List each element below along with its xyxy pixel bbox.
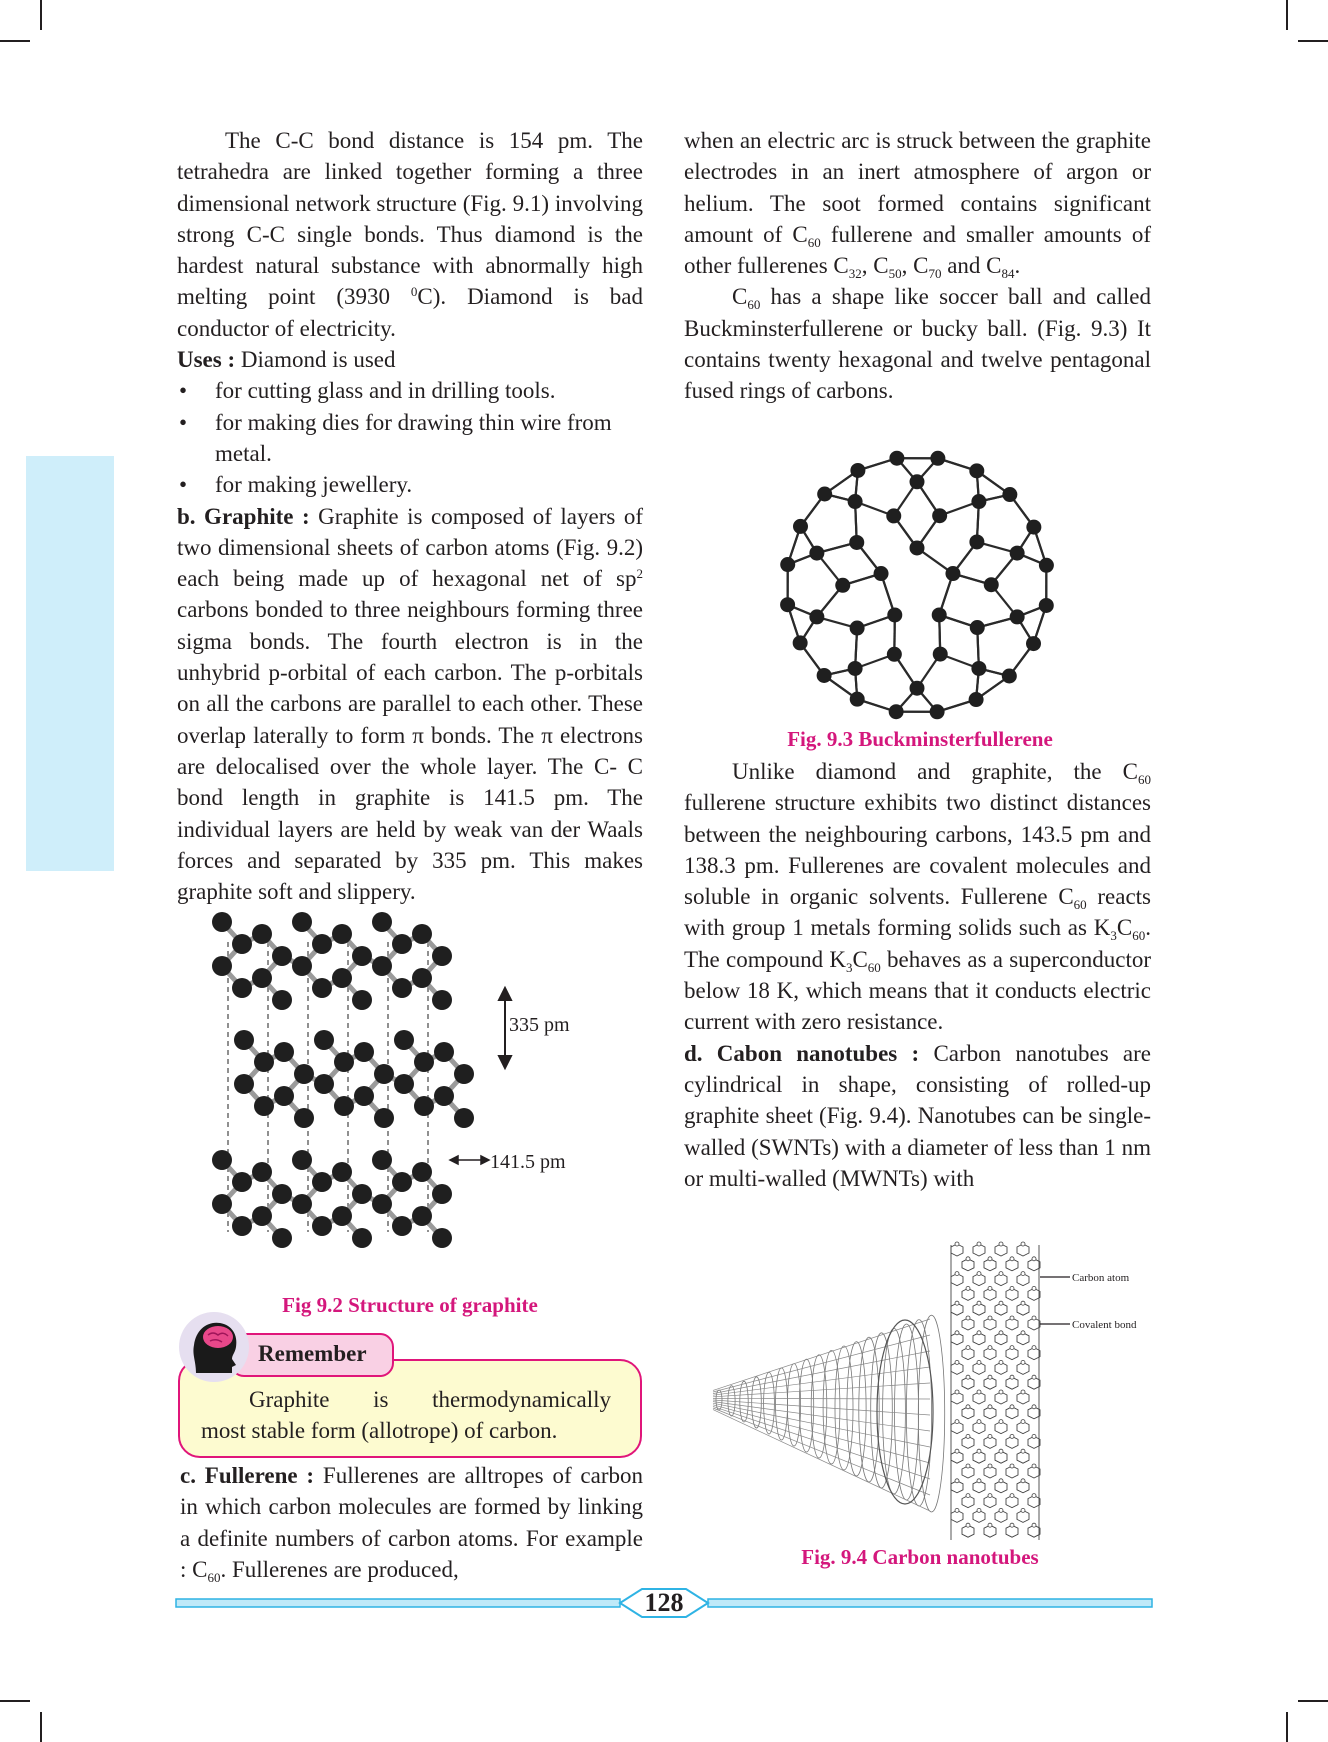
crop-mark [1298,40,1328,42]
carbon-atom [394,1074,414,1094]
carbon-atom [910,474,925,489]
carbon-atom [910,540,925,555]
carbon-atom [1039,598,1054,613]
carbon-atom [392,1172,412,1192]
carbon-atom [354,1042,374,1062]
carbon-atom [849,535,864,550]
carbon-atom [254,1096,274,1116]
carbon-atom [793,519,808,534]
carbon-atom [332,1206,352,1226]
crop-mark [1298,1700,1328,1702]
carbon-atom [887,647,902,662]
carbon-atom [312,934,332,954]
carbon-atom [352,946,372,966]
carbon-atom [274,1086,294,1106]
carbon-atom [780,597,795,612]
bucky-ball-paragraph: $C_{60}$ has a shape like soccer ball and called Buckminsterfullerene or bucky ball. (Fig. 9.3) It contains twenty hexagonal and twelve pentagonal fused rings of carbons. [684,284,1152,404]
carbon-atom [809,546,824,561]
carbon-atom [274,1042,294,1062]
carbon-atom [272,1228,292,1248]
carbon-atom [252,1162,272,1182]
carbon-atom [1002,669,1017,684]
carbon-atom [334,1052,354,1072]
fullerene-section [180,1460,643,1585]
carbon-atom [1010,546,1025,561]
carbon-atom [232,934,252,954]
covalent-bond-label: Covalent bond [1072,1319,1137,1331]
carbon-atom [945,566,960,581]
carbon-atom [874,566,889,581]
fullerene-properties-paragraph: Unlike diamond and graphite, the $C_{60}$ fullerene structure exhibits two distinct distances between the neighbouring carbons, 143.5 pm and 138.3 pm. Fullerenes are covalent molecules and soluble in organic solvents. Fullerene $C_{60}$ reacts with group 1 metals forming solids such as $K_3C_{60}$. The compound $K_3C_{60}$ behaves as a superconductor below 18 K, which means that it conducts electric current with zero resistance. [684,759,1152,1035]
carbon-atom [234,1030,254,1050]
carbon-atom [434,1042,454,1062]
carbon-atom [434,1086,454,1106]
remember-text: Graphite is thermodynamically most stable form (allotrope) of carbon. [201,1387,611,1443]
carbon-atom [848,661,863,676]
layer-spacing-label: 335 pm [509,1014,570,1036]
carbon-atom [372,1150,392,1170]
carbon-atom [930,704,945,719]
carbon-atom [252,924,272,944]
carbon-atom [392,1216,412,1236]
carbon-atom [887,607,902,622]
carbon-atom [835,578,850,593]
carbon-atom [234,1074,254,1094]
carbon-atom [1039,558,1054,573]
carbon-atom [372,1194,392,1214]
carbon-atom [314,1030,334,1050]
crop-mark [0,40,30,42]
carbon-atom [332,1162,352,1182]
carbon-atom [850,463,865,478]
carbon-atom [292,1194,312,1214]
carbon-atom [272,946,292,966]
carbon-atom [432,990,452,1010]
carbon-atom-label: Carbon atom [1072,1272,1130,1284]
remember-title: Remember [230,1333,394,1377]
fullerene-paragraph: c. Fullerene : Fullerenes are alltropes of carbon in which carbon molecules are formed by linking a definite numbers of carbon atoms. For example : $C_{60}$. Fullerenes are produced, [180,1463,644,1585]
carbon-atom [394,1030,414,1050]
carbon-atom [432,1228,452,1248]
carbon-atom [817,668,832,683]
uses-list [177,375,643,500]
carbon-atom [252,1206,272,1226]
carbon-atom [252,968,272,988]
carbon-nanotubes-figure [705,1240,1175,1545]
carbon-atom [272,990,292,1010]
carbon-atom [969,463,984,478]
carbon-atom [412,924,432,944]
carbon-atom [412,1206,432,1226]
carbon-atom [1026,520,1041,535]
fullerene-production-paragraph: when an electric arc is struck between the graphite electrodes in an inert atmosphere of argon or helium. The soot formed contains significant amount of $C_{60}$ fullerene and smaller amounts of other fullerenes $C_{32}$, $C_{50}$, $C_{70}$ and $C_{84}$. [684,128,1151,282]
list-item: • for making dies for drawing thin wire from metal. [177,407,643,470]
carbon-atom [910,681,925,696]
carbon-atom [254,1052,274,1072]
crop-mark [40,0,42,30]
crop-mark [1286,0,1288,30]
carbon-atom [212,1194,232,1214]
page-number: 128 [644,1588,684,1617]
carbon-atom [930,451,945,466]
carbon-atom [392,934,412,954]
carbon-atom [312,1216,332,1236]
side-strip [26,456,114,871]
carbon-atom [793,635,808,650]
carbon-atom [412,968,432,988]
carbon-atom [414,1052,434,1072]
bond-length-label: 141.5 pm [490,1151,566,1173]
carbon-atom [971,661,986,676]
carbon-atom [232,1216,252,1236]
carbon-atom [352,1228,372,1248]
fig94-caption: Fig. 9.4 Carbon nanotubes [801,1545,1039,1569]
carbon-atom [354,1086,374,1106]
fig92-caption: Fig 9.2 Structure of graphite [282,1293,538,1317]
carbon-atom [850,621,865,636]
carbon-atom [414,1096,434,1116]
carbon-atom [780,557,795,572]
carbon-atom [412,1162,432,1182]
carbon-atom [332,968,352,988]
carbon-atom [932,508,947,523]
buckminsterfullerene-figure [767,440,1067,730]
carbon-atom [971,494,986,509]
carbon-atom [292,912,312,932]
list-item: • for cutting glass and in drilling tools. [177,375,643,406]
nanotube-paragraph: d. Cabon nanotubes : Carbon nanotubes are cylindrical in shape, consisting of rolled-up graphite sheet (Fig. 9.4). Nanotubes can be single-walled (SWNTs) with a diameter of less than 1 nm or multi-walled (MWNTs) with [684,1040,1152,1191]
crop-mark [1286,1712,1288,1742]
carbon-atom [886,508,901,523]
carbon-atom [1002,487,1017,502]
carbon-atom [889,451,904,466]
graphite-paragraph: b. Graphite : Graphite is composed of layers of two dimensional sheets of carbon atoms (Fig. 9.2) each being made up of hexagonal net of $sp^2$ carbons bonded to three neighbours forming three sigma bonds. The fourth electron is in the unhybrid p-orbital of each carbon. The p-orbitals on all the carbons are parallel to each other. These overlap laterally to form π bonds. The π electrons are delocalised over the whole layer. The C- C bond length in graphite is 141.5 pm. The individual layers are held by weak van der Waals forces and separated by 335 pm. This makes graphite soft and slippery. [177,503,644,905]
carbon-atom [454,1108,474,1128]
carbon-atom [312,1172,332,1192]
carbon-atom [969,692,984,707]
carbon-atom [932,607,947,622]
carbon-atom [212,912,232,932]
graphite-structure-figure [222,912,570,1292]
right-column-bottom [684,756,1151,1194]
carbon-atom [969,534,984,549]
left-column [177,125,643,907]
carbon-atom [272,1184,292,1204]
carbon-atom [817,486,832,501]
carbon-atom [1026,636,1041,651]
right-column-top [684,125,1151,407]
carbon-atom [933,647,948,662]
carbon-atom [232,1172,252,1192]
carbon-atom [970,620,985,635]
carbon-atom [850,692,865,707]
carbon-atom [392,978,412,998]
carbon-atom [889,704,904,719]
carbon-atom [374,1108,394,1128]
carbon-atom [1010,609,1025,624]
carbon-atom [848,494,863,509]
crop-mark [0,1700,30,1702]
carbon-atom [352,990,372,1010]
carbon-atom [294,1108,314,1128]
bond-length-arrow [450,1156,489,1164]
brain-head-icon [178,1311,250,1383]
carbon-atom [432,1184,452,1204]
uses-line: Uses : Diamond is used [177,347,396,373]
carbon-atom [372,912,392,932]
carbon-atom [314,1074,334,1094]
carbon-atom [332,924,352,944]
carbon-atom [352,1184,372,1204]
carbon-atom [292,956,312,976]
carbon-atom [432,946,452,966]
carbon-atom [294,1064,314,1084]
carbon-atom [312,978,332,998]
carbon-atom [454,1064,474,1084]
carbon-atom [374,1064,394,1084]
carbon-atom [372,956,392,976]
carbon-atom [212,1150,232,1170]
carbon-atom [334,1096,354,1116]
fig93-caption: Fig. 9.3 Buckminsterfullerene [787,727,1053,751]
carbon-atom [212,956,232,976]
list-item: • for making jewellery. [177,469,643,500]
diamond-paragraph: The C-C bond distance is 154 pm. The tetrahedra are linked together forming a three dimensional network structure (Fig. 9.1) involving strong C-C single bonds. Thus diamond is the hardest natural substance with abnormally high melting point (3930 $^0$C). Diamond is bad conductor of electricity. [177,128,644,341]
carbon-atom [984,577,999,592]
carbon-atom [232,978,252,998]
carbon-atom [809,609,824,624]
crop-mark [40,1712,42,1742]
carbon-atom [292,1150,312,1170]
